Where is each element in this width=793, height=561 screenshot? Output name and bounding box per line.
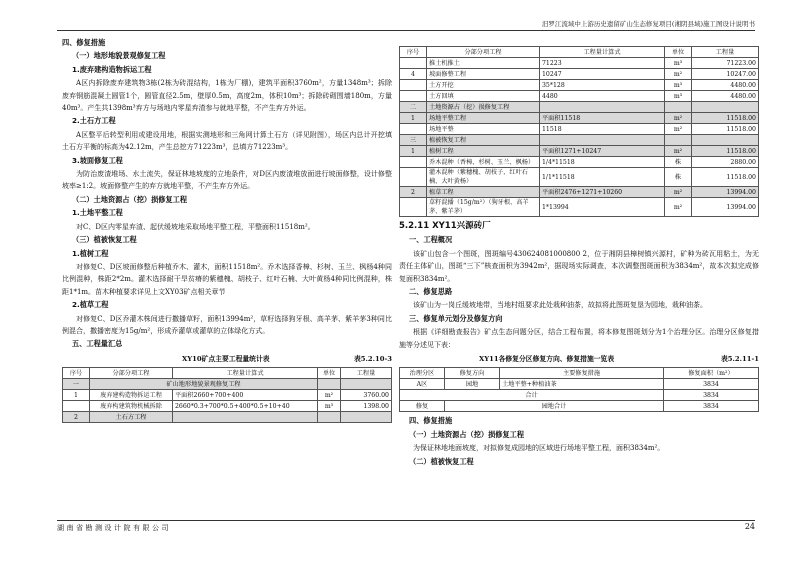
subsection-heading: （一）地形地貌景观修复工程 [72,51,166,61]
footer-company: 湖南省勘测设计院有限公司 [57,524,171,532]
table-header: 工程量计算式 [540,47,665,58]
table-number: 表5.2.10-3 [354,354,392,363]
table-cell [173,412,318,423]
table-cell [540,135,665,146]
table-row [400,58,759,69]
table-cell: 35*128 [540,80,665,91]
table-cell: 废弃构建筑物机械拆除 [90,401,173,412]
table-cell: 3834 [664,390,759,401]
table-cell: 2 [63,412,90,423]
section-heading: 三、修复单元划分及修复方向 [409,313,503,323]
running-header: 汨罗江流域中上游历史遗留矿山生态修复项目(湘阴县域)施工图设计说明书 [541,20,755,28]
table-cell: 13994.00 [692,198,759,217]
table-cell [692,135,759,146]
table-cell: 废弃建构造物拆运工程 [90,390,173,401]
page-number: 24 [744,522,755,531]
table-cell: 植树工程 [427,146,540,157]
table-cell: 园地合计 [445,401,664,412]
table-cell: m³ [665,91,692,102]
table-cell: 11518.00 [692,146,759,157]
table-cell [400,168,427,187]
table-cell: 11518 [540,124,665,135]
table-cell: 修复 [400,401,445,412]
table-cell: 土方回填 [427,91,540,102]
table-cell: 三 [400,135,427,146]
table-cell [665,102,692,113]
table-cell: 植草工程 [427,187,540,198]
table-cell: 土地资源占（挖）损修复工程 [427,102,540,113]
paragraph: A区整平后转型利用或建设用地，根据实测地形和三角网计算土石方（详见附图），场区内总计开挖填土石方平衡的标高为42.12m，产生总挖方71223m³，总填方71223m³。 [62,130,392,152]
table-cell: 11518.00 [692,124,759,135]
table-cell: 3834 [664,401,759,412]
table-cell: 4480 [540,91,665,102]
paragraph: 根据《详细勘查报告》矿点生态问题分区，结合工程布置，将本修复图斑划分为1个治理分区。治理分区修复措施等分述见下表： [399,328,759,349]
paragraph: 对修复C、D区乔灌木株间进行撒播草籽，面积13994m²，草籽选择狗牙根、高羊茅、紫羊茅3种同比例混合，撒播密度为15g/m²，形成乔灌草或灌草的立体绿化方式。 [62,314,392,335]
table-cell: 株 [665,157,692,168]
table-cell [665,135,692,146]
table-cell: 一 [63,379,90,390]
section-heading: 一、工程概况 [409,235,453,245]
subsection-heading: （一）土地资源占（挖）损修复工程 [409,429,525,439]
table-header: 治理分区 [400,368,445,379]
table-cell: 71223 [540,58,665,69]
section-title: 5.2.11 XY11兴源砖厂 [399,221,491,231]
table-cell: 1/1*11518 [540,168,665,187]
table-cell: 2 [400,187,427,198]
table-cell [318,412,341,423]
right-column [399,46,759,469]
section-heading: 四、修复措施 [409,416,453,426]
table-header: 单位 [318,368,341,379]
table-header: 序号 [400,47,427,58]
table-row [400,168,759,187]
table-header: 修复方向 [445,368,500,379]
table-cell: 合计 [400,390,664,401]
table-cell: 土方开挖 [427,80,540,91]
table-cell: 1 [400,113,427,124]
table-cell [400,198,427,217]
table-cell: 草籽混播（15g/m²）（狗牙根、高羊茅、紫羊茅） [427,198,540,217]
table-title: XY10矿点主要工程量统计表 [182,354,270,363]
paragraph: 为保证林地地面坡度，对拟修复成园地的区域进行场地平整工程，面积3834m²。 [413,444,665,453]
table-cell [400,124,427,135]
paragraph: 为防治废渣堆场、水土流失，保证林地坡度的立地条件，对D区内废渣堆放面进行坡面修整，设计修整坡率≥1:2。坡面修整产生的弃方就地平整，不产生弃方外运。 [62,170,392,191]
table-cell: 株 [665,168,692,187]
table-cell [341,412,392,423]
table-cell: 11518.00 [692,113,759,124]
footer-divider [57,520,755,521]
table-cell: m³ [665,58,692,69]
table-cell: 植被恢复工程 [427,135,540,146]
section-heading: 四、修复措施 [62,38,106,47]
table-row [400,198,759,217]
table-number: 表5.2.11-1 [721,355,759,364]
paragraph: 该矿山为一岗丘缓坡地带，当地村组要求此处栽种油茶，故拟将此图斑复垦为园地，栽种油茶。 [413,301,707,310]
table-cell: 11518.00 [692,168,759,187]
table-header: 工程量 [341,368,392,379]
table-row [400,379,759,390]
paragraph: 对C、D区内零星弃渣、起伏缓坡地采取场地平整工程，平整面积11518m²。 [76,222,315,231]
item-heading: 1.植树工程 [72,248,109,258]
table-cell: 13994.00 [692,187,759,198]
table-cell: 10247 [540,69,665,80]
table-cell: m² [665,124,692,135]
table-cell [400,58,427,69]
table-cell [400,91,427,102]
section-heading: 五、工程量汇总 [72,339,123,349]
table-caption [399,353,759,365]
table-cell: 4 [400,69,427,80]
table-cell [540,102,665,113]
table-cell: 3834 [664,379,759,390]
table-cell: m² [665,69,692,80]
table-cell: 场地平整 [427,124,540,135]
table-row [400,187,759,198]
table-cell: 平面积2660+700+400 [173,390,318,401]
table-cell: m² [665,146,692,157]
table-row [400,113,759,124]
table-cell: m² [318,390,341,401]
item-heading: 2.土石方工程 [72,116,116,126]
table-cell: 71223.00 [692,58,759,69]
table-cell: 推土机推土 [427,58,540,69]
table-cell: 4480.00 [692,91,759,102]
table-cell: 2880.00 [692,157,759,168]
table-cell [400,157,427,168]
table-cell [63,401,90,412]
table-title: XY11各修复分区修复方向、修复措施一览表 [479,355,615,364]
table-cell: 灌木混种（紫穗槐、胡枝子、红叶石楠、大叶黄杨） [427,168,540,187]
table-row [63,401,392,412]
table-cell: 4480.00 [692,80,759,91]
table-row [400,135,759,146]
table-cell: A区 [400,379,445,390]
table-row [400,102,759,113]
item-heading: 1.土地平整工程 [72,208,123,218]
table-cell: 1398.00 [341,401,392,412]
table-header: 工程量 [692,47,759,58]
table-row [400,91,759,102]
table-row [400,80,759,91]
table-cell: 园地 [445,379,500,390]
table-cell: m² [665,113,692,124]
table-header: 工程量计算式 [173,368,318,379]
table-cell: m² [665,187,692,198]
quantity-table-continued [399,46,759,217]
table-cell: 3760.00 [341,390,392,401]
table-row [400,69,759,80]
table-cell: 平面积2476+1271+10260 [540,187,665,198]
paragraph: 对修复C、D区坡面修整后种植乔木、灌木，面积11518m²。乔木选择香樟、杉树、玉兰、枫杨4种同比例混种，株距2*2m。灌木选择耐干旱贫瘠的紫穗槐、胡枝子、红叶石楠、大叶黄杨4种同比例混种，株距1*1m。苗木种植要求详见上文XY03矿点相关章节 [62,262,392,296]
header-divider [57,30,755,31]
table-cell: m² [665,198,692,217]
table-row [400,401,759,412]
table-cell [341,379,392,390]
table-header: 分部分项工程 [427,47,540,58]
table-cell: 10247.00 [692,69,759,80]
table-row [63,379,392,390]
zone-table [399,367,759,412]
table-cell [692,102,759,113]
table-row [400,390,759,401]
table-header: 单位 [665,47,692,58]
table-cell: 矿山地形地貌景观修复工程 [90,379,318,390]
quantity-table [62,367,392,423]
table-cell: 2660*0.3+700*0.5+400*0.5+10+40 [173,401,318,412]
table-cell: m³ [665,80,692,91]
table-cell: 二 [400,102,427,113]
table-cell: 乔木混种（香樟、杉树、玉兰、枫杨） [427,157,540,168]
subsection-heading: （二）土地资源占（挖）损修复工程 [72,194,188,204]
paragraph: A区内拆除废弃建筑物3栋(2栋为砖混结构，1栋为厂棚)，建筑平面积3760m²，方量1348m³；拆除废弃钢筋混凝土圆管1个，圆管直径2.5m，壁厚0.5m，高度2m，体积10m³；拆除砖砌围墙180m，方量40m³。产生共1398m³弃方与场地内零星弃渣参与就地平整，不产生弃方外运。 [62,79,392,113]
table-header: 修复面积（m²） [664,368,759,379]
item-heading: 3.坡面修复工程 [72,155,123,165]
table-header: 序号 [63,368,90,379]
left-column [62,36,392,423]
table-cell: 平面积11518 [540,113,665,124]
table-row [63,390,392,401]
table-cell: 1*13994 [540,198,665,217]
table-row [400,157,759,168]
table-caption [62,353,392,365]
table-cell: 平面积1271+10247 [540,146,665,157]
table-row [400,124,759,135]
table-header: 分部分项工程 [90,368,173,379]
table-row [63,412,392,423]
table-cell: 土地平整+种植油茶 [500,379,664,390]
item-heading: 2.植草工程 [72,300,109,310]
table-cell: m³ [318,401,341,412]
table-cell: 坡面修整工程 [427,69,540,80]
table-cell: 场地平整工程 [427,113,540,124]
table-cell: 土石方工程 [90,412,173,423]
table-cell [400,80,427,91]
section-heading: 二、修复思路 [409,287,453,297]
table-cell: 1 [400,146,427,157]
item-heading: 1.废弃建构造物拆运工程 [72,64,152,74]
paragraph: 该矿山包含一个图斑，图斑编号430624081000800 2，位于湘阴县樟树镇兴源村，矿种为砖瓦用粘土，为无责任主体矿山，图斑“三下”核查面积为3942m²，据现场实际调查，本次调整图斑面积为3834m²，故本次拟完成修复面积3834m²。 [399,249,759,283]
table-header: 主要修复措施 [500,368,664,379]
subsection-heading: （二）植被恢复工程 [409,456,474,466]
table-cell: 1 [63,390,90,401]
table-row [400,146,759,157]
subsection-heading: （三）植被恢复工程 [72,235,137,245]
table-cell: 1/4*11518 [540,157,665,168]
table-cell [318,379,341,390]
